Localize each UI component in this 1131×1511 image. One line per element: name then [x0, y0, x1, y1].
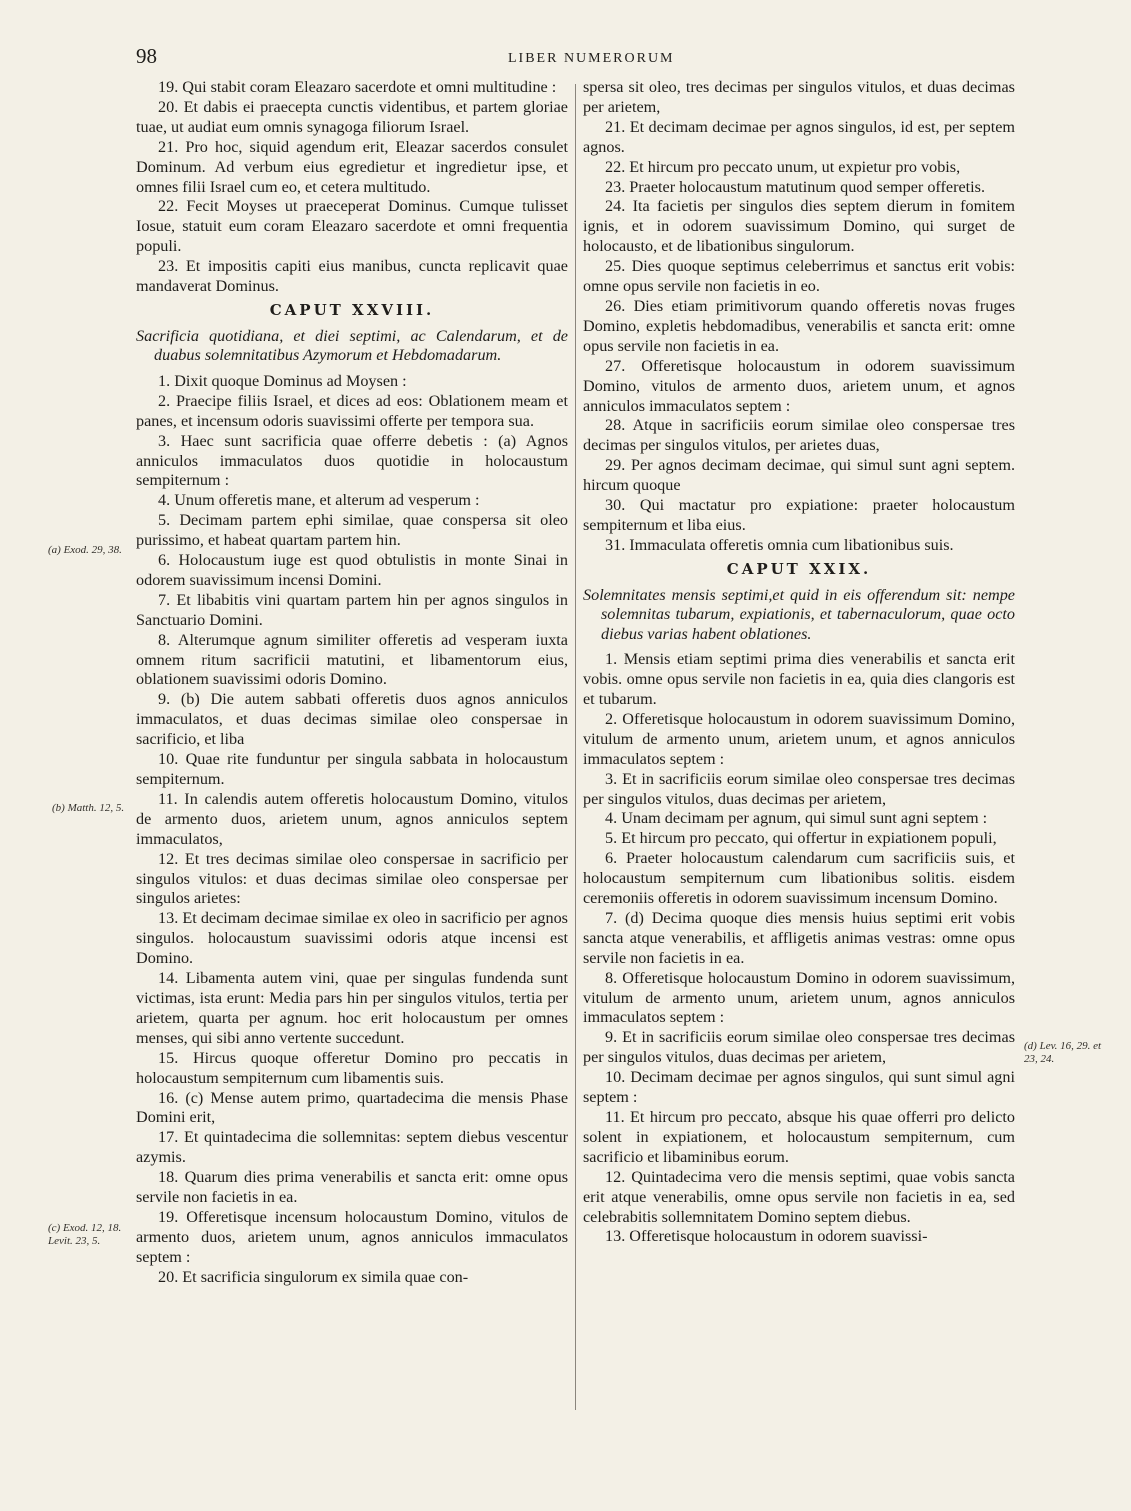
verse: 24. Ita facietis per singulos dies septem dierum in fomitem ignis, et in odorem suavissimum Domino, qui surget de holocausto, et de libationibus singulorum. — [583, 197, 1015, 256]
margin-note-c: (c) Exod. 12, 18. Levit. 23, 5. — [48, 1222, 122, 1247]
verse: 16. (c) Mense autem primo, quartadecima die mensis Phase Domini erit, — [136, 1088, 568, 1127]
verse: 9. (b) Die autem sabbati offeretis duos agnos anniculos immaculatos, et duas decimas similae oleo conspersae in sacrificio, et liba — [136, 690, 568, 749]
verse: 20. Et sacrificia singulorum ex simila quae con- — [158, 1267, 469, 1286]
verse: 2. Offeretisque holocaustum in odorem suavissimum Domino, vitulum de armento unum, arietem unum, et agnos anniculos immaculatos septem : — [583, 709, 1015, 768]
margin-note-d: (d) Lev. 16, 29. et 23, 24. — [1024, 1040, 1102, 1065]
verse: 21. Et decimam decimae per agnos singulos, id est, per septem agnos. — [583, 117, 1015, 156]
verse: 5. Et hircum pro peccato, qui offertur in expiationem populi, — [605, 829, 997, 848]
left-column — [136, 78, 568, 1288]
verse: 5. Decimam partem ephi similae, quae conspersa sit oleo purissimo, et habeat quartam partem hin. — [136, 511, 568, 550]
verse: 6. Holocaustum iuge est quod obtulistis in monte Sinai in odorem suavissimum incensi Domini. — [136, 551, 568, 589]
margin-note-a: (a) Exod. 29, 38. — [48, 544, 122, 556]
verse: 19. Offeretisque incensum holocaustum Domino, vitulos de armento duos, arietem unum, agnos anniculos immaculatos septem : — [136, 1207, 568, 1266]
verse: 1. Mensis etiam septimi prima dies venerabilis et sancta erit vobis. omne opus servile non facietis in ea, quia dies clangoris est et tubarum. — [583, 650, 1015, 708]
verse: 12. Et tres decimas similae oleo conspersae in sacrificio per singulos vitulos: et duas decimas similae oleo conspersae per singulos arietes: — [136, 849, 568, 908]
margin-note-b: (b) Matth. 12, 5. — [52, 802, 125, 814]
verse: 14. Libamenta autem vini, quae per singulas fundenda sunt victimas, ista erunt: Media pars hin per singulos vitulos, tertia per arietem, quarta per agnum. hoc erit holocaustum per omnes menses, qui sibi anno vertente succedunt. — [136, 969, 568, 1047]
verse: 2. Praecipe filiis Israel, et dices ad eos: Oblationem meam et panes, et incensum odoris suavissimi offerte per tempora sua. — [136, 391, 568, 430]
verse: 10. Decimam decimae per agnos singulos, qui sunt simul agni septem : — [583, 1068, 1015, 1107]
right-column — [583, 78, 1015, 1247]
verse: 3. Et in sacrificiis eorum similae oleo conspersae tres decimas per singulos vitulos, duas decimas per arietem, — [583, 769, 1015, 808]
verse: 8. Alterumque agnum similiter offeretis ad vesperam iuxta omnem ritum sacrificii matutini, et libamentorum eius, oblationem suavissimi odoris Domino. — [136, 630, 568, 689]
chapter-summary: Solemnitates mensis septimi,et quid in eis offerendum sit: nempe solemnitas tubarum, expiationis, et tabernaculorum, quae octo diebus varias habent oblationes. — [583, 585, 1015, 643]
page-header — [136, 44, 1016, 72]
page-number: 98 — [136, 44, 157, 68]
verse: 23. Et impositis capiti eius manibus, cuncta replicavit quae mandaverat Dominus. — [136, 257, 568, 296]
verse-continuation: spersa sit oleo, tres decimas per singulos vitulos, et duas decimas per arietem, — [583, 78, 1015, 116]
verse: 28. Atque in sacrificiis eorum similae oleo conspersae tres decimas per singulos vitulos, per arietes duas, — [583, 416, 1015, 455]
verse: 25. Dies quoque septimus celeberrimus et sanctus erit vobis: omne opus servile non facietis in eo. — [583, 257, 1015, 296]
verse: 9. Et in sacrificiis eorum similae oleo conspersae tres decimas per singulos vitulos, duas decimas per arietem, — [583, 1028, 1015, 1067]
verse: 18. Quarum dies prima venerabilis et sancta erit: omne opus servile non facietis in ea. — [136, 1168, 568, 1207]
verse: 6. Praeter holocaustum calendarum cum sacrificiis suis, et holocaustum sempiternum cum libationibus solitis. eisdem ceremoniis offeretis in odorem suavissimum incensum Domino. — [583, 849, 1015, 908]
verse: 4. Unam decimam per agnum, qui simul sunt agni septem : — [605, 809, 988, 828]
verse: 29. Per agnos decimam decimae, qui simul sunt agni septem. hircum quoque — [583, 456, 1015, 495]
verse: 26. Dies etiam primitivorum quando offeretis novas fruges Domino, expletis hebdomadibus, venerabilis et sancta erit: omne opus servile non facietis in ea. — [583, 296, 1015, 355]
verse: 11. In calendis autem offeretis holocaustum Domino, vitulos de armento duos, arietem unum, agnos anniculos septem immaculatos, — [136, 789, 568, 848]
verse: 7. Et libabitis vini quartam partem hin per agnos singulos in Sanctuario Domini. — [136, 590, 568, 629]
verse: 10. Quae rite funduntur per singula sabbata in holocaustum sempiternum. — [136, 750, 568, 788]
column-divider — [575, 84, 576, 1410]
verse: 12. Quintadecima vero die mensis septimi, quae vobis sancta erit atque venerabilis, omne opus servile non facietis in ea, sed celebrabitis sollemnitatem Domino septem diebus. — [583, 1167, 1015, 1226]
chapter-heading: CAPUT XXIX. — [726, 559, 872, 578]
verse: 21. Pro hoc, siquid agendum erit, Eleazar sacerdos consulet Dominum. Ad verbum eius egredietur et ingredietur ipse, et omnes filii Israel cum eo, et cetera multitudo. — [136, 137, 568, 196]
verse: 1. Dixit quoque Dominus ad Moysen : — [158, 371, 407, 390]
chapter-heading: CAPUT XXVIII. — [269, 300, 435, 319]
verse: 4. Unum offeretis mane, et alterum ad vesperum : — [158, 491, 480, 510]
verse: 13. Offeretisque holocaustum in odorem suavissi- — [605, 1227, 928, 1246]
verse: 17. Et quintadecima die sollemnitas: septem diebus vescentur azymis. — [136, 1128, 568, 1167]
verse: 27. Offeretisque holocaustum in odorem suavissimum Domino, vitulos de armento duos, arietem unum, et agnos anniculos immaculatos septem : — [583, 356, 1015, 415]
verse: 19. Qui stabit coram Eleazaro sacerdote et omni multitudine : — [158, 78, 557, 96]
verse: 22. Fecit Moyses ut praeceperat Dominus. Cumque tulisset Iosue, statuit eum coram Eleazaro sacerdote et omni frequentia populi. — [136, 197, 568, 256]
verse: 11. Et hircum pro peccato, absque his quae offerri pro delicto solent in expiationem, et holocaustum sempiternum, cum sacrificio et libaminibus eorum. — [583, 1108, 1015, 1166]
verse: 7. (d) Decima quoque dies mensis huius septimi erit vobis sancta atque venerabilis, et affligetis animas vestras: omne opus servile non facietis in ea. — [583, 908, 1015, 967]
verse: 13. Et decimam decimae similae ex oleo in sacrificio per agnos singulos. holocaustum suavissimi odoris atque incensi est Domino. — [136, 909, 568, 968]
verse: 20. Et dabis ei praecepta cunctis videntibus, et partem gloriae tuae, ut audiat eum omnis synagoga filiorum Israel. — [136, 97, 568, 136]
verse: 22. Et hircum pro peccato unum, ut expietur pro vobis, — [605, 157, 961, 176]
verse: 30. Qui mactatur pro expiatione: praeter holocaustum sempiternum et liba eius. — [583, 496, 1015, 534]
verse: 23. Praeter holocaustum matutinum quod semper offeretis. — [605, 177, 986, 196]
verse: 15. Hircus quoque offeretur Domino pro peccatis in holocaustum sempiternum cum libamentis suis. — [136, 1048, 568, 1087]
verse: 3. Haec sunt sacrificia quae offerre debetis : (a) Agnos anniculos immaculatos duos quotidie in holocaustum sempiternum : — [136, 431, 568, 490]
verse: 31. Immaculata offeretis omnia cum libationibus suis. — [605, 535, 954, 554]
verse: 8. Offeretisque holocaustum Domino in odorem suavissimum, vitulum de armento unum, arietem unum, agnos anniculos immaculatos septem : — [583, 968, 1015, 1027]
running-title: LIBER NUMERORUM — [508, 51, 675, 66]
chapter-summary: Sacrificia quotidiana, et diei septimi, ac Calendarum, et de duabus solemnitatibus Azymorum et Hebdomadarum. — [136, 326, 568, 365]
